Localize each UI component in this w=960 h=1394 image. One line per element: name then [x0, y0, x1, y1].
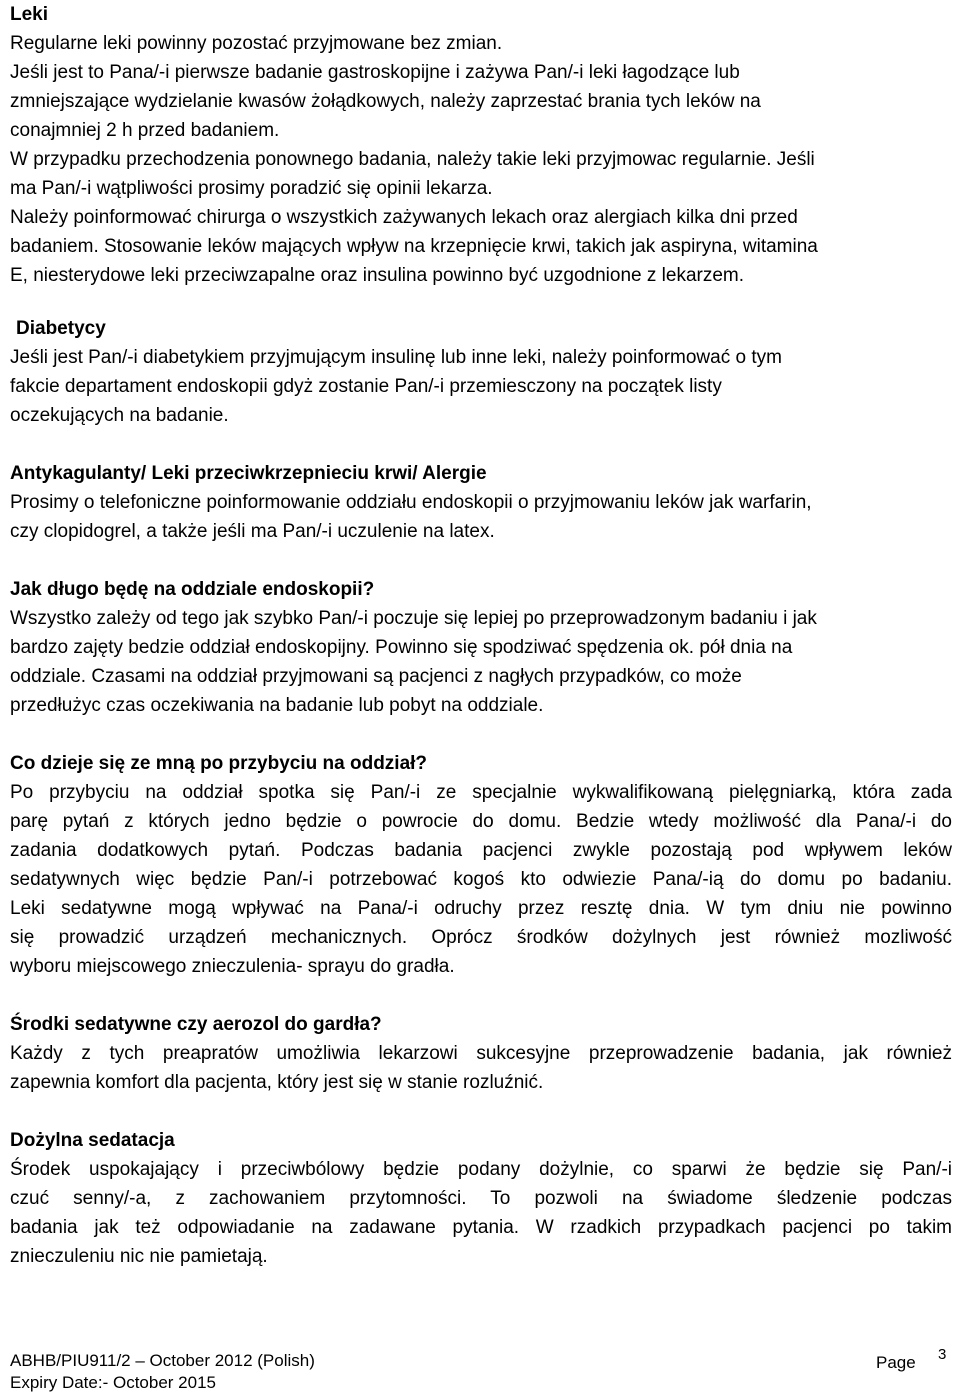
paragraph-line: Prosimy o telefoniczne poinformowanie oddziału endoskopii o przyjmowaniu leków jak warfarin, — [10, 492, 812, 513]
paragraph-line: bardzo zajęty bedzie oddział endoskopijny. Powinno się spodziwać spędzenia ok. pół dnia na — [10, 637, 793, 658]
page-label: Page — [876, 1353, 916, 1372]
section-leki — [10, 0, 818, 290]
paragraph-line: Każdy z tych preapratów umożliwia lekarzowi sukcesyjne przeprowadzenie badania, jak również — [10, 1043, 952, 1064]
paragraph-line: sedatywnych więc będzie Pan/-i potrzebować kogoś kto odwiezie Pana/-ią do domu po badaniu. — [10, 869, 952, 890]
paragraph-line: zmniejszające wydzielanie kwasów żołądkowych, należy zaprzestać brania tych leków na — [10, 91, 761, 112]
paragraph-line: Należy poinformować chirurga o wszystkich zażywanych lekach oraz alergiach kilka dni przed — [10, 207, 798, 228]
paragraph-line: zadania dodatkowych pytań. Podczas badania pacjenci zwykle pozostają pod wpływem leków — [10, 840, 952, 861]
paragraph-line: czy clopidogrel, a także jeśli ma Pan/-i uczulenie na latex. — [10, 521, 495, 542]
paragraph-line: się prowadzić urządzeń mechanicznych. Oprócz środków dożylnych jest również mozliwość — [10, 927, 952, 948]
section-heading: Diabetycy — [16, 318, 106, 339]
paragraph-line: parę pytań z których jedno będzie o powrocie do domu. Bedzie wtedy możliwość dla Pana/-i do — [10, 811, 952, 832]
paragraph-line: oddziale. Czasami na oddział przyjmowani są pacjenci z nagłych przypadków, co może — [10, 666, 742, 687]
section-heading: Antykagulanty/ Leki przeciwkrzepnieciu krwi/ Alergie — [10, 463, 487, 484]
section-srodki-sedatywne — [10, 1010, 952, 1097]
section-heading: Leki — [10, 4, 49, 25]
paragraph-line: E, niesterydowe leki przeciwzapalne oraz insulina powinno być uzgodnione z lekarzem. — [10, 265, 745, 286]
paragraph-line: zapewnia komfort dla pacjenta, który jest się w stanie rozluźnić. — [10, 1072, 544, 1093]
section-antykagulanty — [10, 459, 812, 546]
section-dozylna-sedatacja — [10, 1126, 952, 1271]
paragraph-line: fakcie departament endoskopii gdyż zostanie Pan/-i przemiesczony na początek listy — [10, 376, 722, 397]
paragraph-line: oczekujących na badanie. — [10, 405, 229, 426]
paragraph-line: Jeśli jest to Pana/-i pierwsze badanie gastroskopijne i zażywa Pan/-i leki łagodzące lub — [10, 62, 740, 83]
paragraph-line: przedłużyc czas oczekiwania na badanie lub pobyt na oddziale. — [10, 695, 544, 716]
paragraph-line: Wszystko zależy od tego jak szybko Pan/-i poczuje się lepiej po przeprowadzonym badaniu i jak — [10, 608, 817, 629]
section-diabetycy — [10, 314, 782, 430]
paragraph-line: Regularne leki powinny pozostać przyjmowane bez zmian. — [10, 33, 503, 54]
page-number: 3 — [938, 1346, 947, 1363]
section-heading: Środki sedatywne czy aerozol do gardła? — [10, 1014, 382, 1035]
paragraph-line: wyboru miejscowego znieczulenia- sprayu do gradła. — [10, 956, 455, 977]
paragraph-line: Środek uspokajający i przeciwbólowy będzie podany dożylnie, co sparwi że będzie się Pan/-i — [10, 1159, 952, 1180]
paragraph-line: ma Pan/-i wątpliwości prosimy poradzić się opinii lekarza. — [10, 178, 493, 199]
expiry-date: Expiry Date:- October 2015 — [10, 1373, 216, 1392]
section-jak-dlugo — [10, 575, 817, 720]
document-reference: ABHB/PIU911/2 – October 2012 (Polish) — [10, 1351, 315, 1370]
section-co-dzieje-sie — [10, 749, 952, 981]
paragraph-line: Po przybyciu na oddział spotka się Pan/-i ze specjalnie wykwalifikowaną pielęgniarką, która zada — [10, 782, 952, 803]
paragraph-line: conajmniej 2 h przed badaniem. — [10, 120, 280, 141]
section-heading: Dożylna sedatacja — [10, 1130, 175, 1151]
paragraph-line: znieczuleniu nic nie pamietają. — [10, 1246, 268, 1267]
paragraph-line: czuć senny/-a, z zachowaniem przytomności. To pozwoli na świadome śledzenie podczas — [10, 1188, 952, 1209]
paragraph-line: badaniem. Stosowanie leków mających wpływ na krzepnięcie krwi, takich jak aspiryna, witamina — [10, 236, 818, 257]
section-heading: Jak długo będę na oddziale endoskopii? — [10, 579, 375, 600]
paragraph-line: Jeśli jest Pan/-i diabetykiem przyjmującym insulinę lub inne leki, należy poinformować o tym — [10, 347, 782, 368]
paragraph-line: badania jak też odpowiadanie na zadawane pytania. W rzadkich przypadkach pacjenci po takim — [10, 1217, 952, 1238]
section-heading: Co dzieje się ze mną po przybyciu na oddział? — [10, 753, 428, 774]
paragraph-line: Leki sedatywne mogą wpływać na Pana/-i odruchy przez resztę dnia. W tym dniu nie powinno — [10, 898, 952, 919]
paragraph-line: W przypadku przechodzenia ponownego badania, należy takie leki przyjmowac regularnie. Jeśli — [10, 149, 815, 170]
footer-left — [10, 1350, 315, 1394]
